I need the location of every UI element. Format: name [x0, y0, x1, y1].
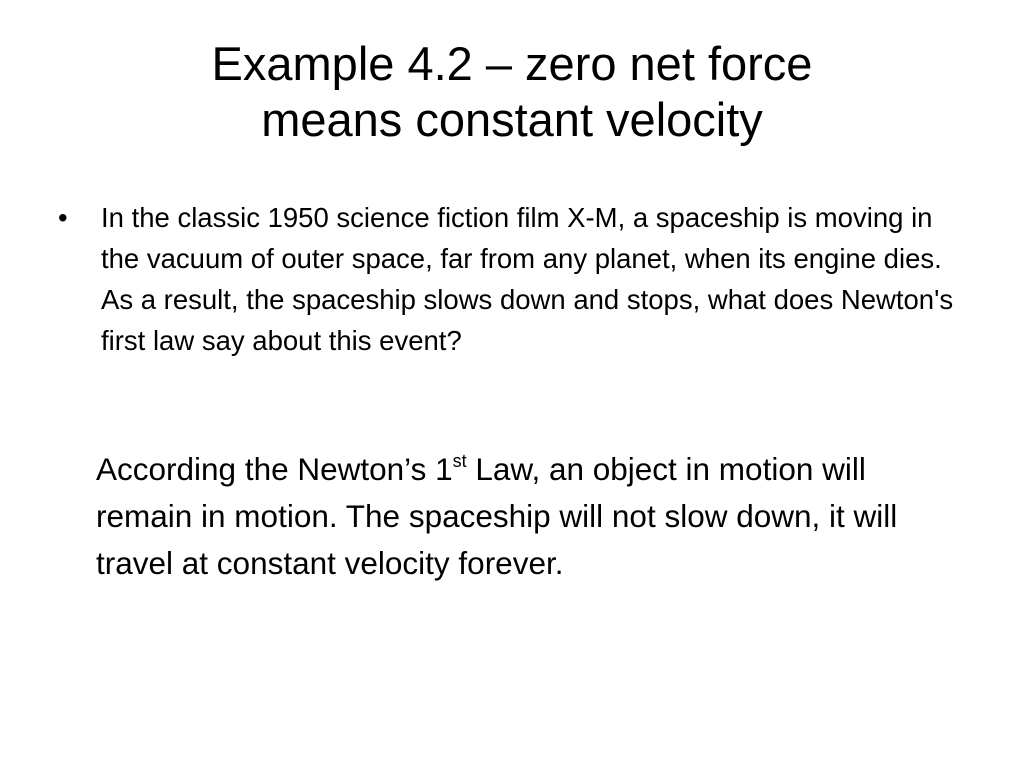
slide-title	[0, 36, 1024, 148]
answer-text-end: Law, an object in motion will remain in motion. The spaceship will not slow down, it will travel at constant velocity forever.	[96, 451, 898, 581]
ordinal-suffix: st	[452, 451, 467, 471]
bullet-text: In the classic 1950 science fiction film X-M, a spaceship is moving in the vacuum of outer space, far from any planet, when its engine dies. As a result, the spaceship slows down and stops, what does Newton's first law say about this event?	[101, 202, 954, 356]
answer-text-start: According the Newton’s 1	[96, 451, 453, 487]
slide-title-line-1: Example 4.2 – zero net force	[211, 37, 813, 90]
slide-title-line-2: means constant velocity	[261, 93, 763, 146]
bullet-list	[58, 197, 958, 361]
bullet-marker-icon: •	[58, 202, 68, 233]
bullet-item	[58, 197, 958, 361]
answer-text	[96, 446, 966, 587]
